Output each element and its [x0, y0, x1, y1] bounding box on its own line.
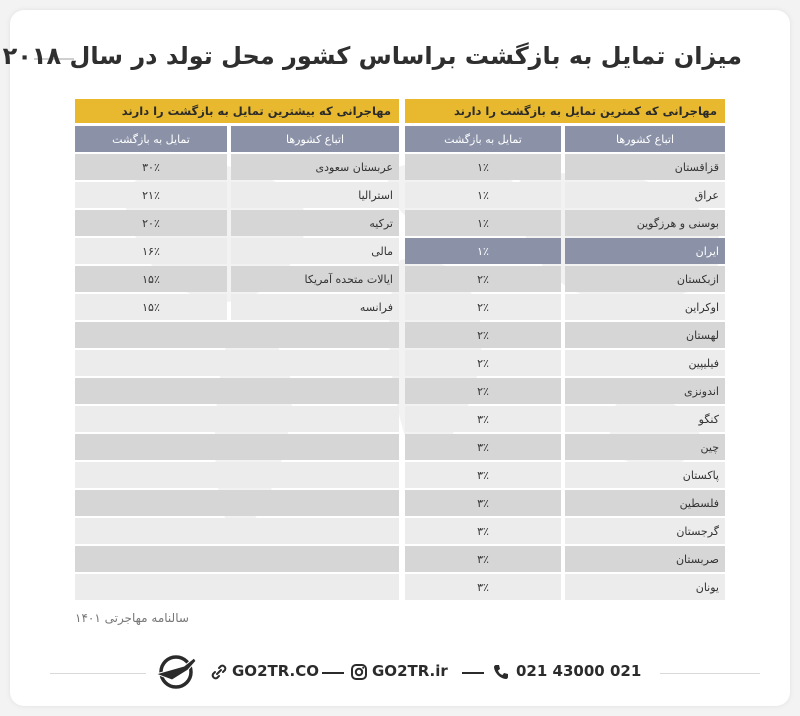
- column-header-country: اتباع کشورها: [231, 126, 399, 152]
- phone-icon: [492, 663, 510, 681]
- empty-row: [75, 350, 399, 378]
- table-row: [405, 154, 725, 182]
- value-cell: ۱۵٪: [75, 294, 227, 320]
- value-cell: ۱۶٪: [75, 238, 227, 264]
- empty-row: [75, 490, 399, 518]
- value-cell: ۳٪: [405, 462, 561, 488]
- source-note: سالنامه مهاجرتی ۱۴۰۱: [75, 611, 189, 625]
- country-cell: فرانسه: [231, 294, 399, 320]
- table-row: [75, 210, 399, 238]
- empty-row: [75, 574, 399, 602]
- value-cell: ۱٪: [405, 154, 561, 180]
- empty-row: [75, 546, 399, 574]
- table-row: [405, 350, 725, 378]
- least-willing-rows: [405, 154, 725, 602]
- value-cell: ۲۰٪: [75, 210, 227, 236]
- value-cell: ۳٪: [405, 546, 561, 572]
- empty-row: [75, 462, 399, 490]
- most-willing-heading: مهاجرانی که بیشترین تمایل به بازگشت را دارند: [75, 99, 399, 123]
- country-cell: ترکیه: [231, 210, 399, 236]
- table-row: [405, 238, 725, 266]
- empty-cell: [75, 490, 399, 516]
- country-cell: استرالیا: [231, 182, 399, 208]
- country-cell: پاکستان: [565, 462, 725, 488]
- empty-cell: [75, 462, 399, 488]
- value-cell: ۲٪: [405, 322, 561, 348]
- table-row: [405, 266, 725, 294]
- empty-row: [75, 518, 399, 546]
- empty-row: [75, 406, 399, 434]
- country-cell: فیلیپین: [565, 350, 725, 376]
- footer-divider-right: [660, 673, 760, 674]
- country-cell: فلسطین: [565, 490, 725, 516]
- table-row: [405, 406, 725, 434]
- empty-cell: [75, 406, 399, 432]
- country-cell: یونان: [565, 574, 725, 600]
- phone-number[interactable]: 021 43000 021: [516, 662, 642, 680]
- value-cell: ۲٪: [405, 378, 561, 404]
- country-cell: مالی: [231, 238, 399, 264]
- instagram-icon: [350, 663, 368, 681]
- empty-cell: [75, 546, 399, 572]
- table-row: [405, 434, 725, 462]
- least-willing-columns: [405, 126, 725, 152]
- footer-divider-left: [50, 673, 146, 674]
- value-cell: ۲۱٪: [75, 182, 227, 208]
- country-cell: بوسنی و هرزگوین: [565, 210, 725, 236]
- country-cell: ازبکستان: [565, 266, 725, 292]
- country-cell: اوکراین: [565, 294, 725, 320]
- country-cell: گرجستان: [565, 518, 725, 544]
- value-cell: ۳٪: [405, 406, 561, 432]
- value-cell: ۱۵٪: [75, 266, 227, 292]
- value-cell: ۱٪: [405, 238, 561, 264]
- instagram-handle[interactable]: GO2TR.ir: [372, 662, 448, 680]
- empty-row: [75, 378, 399, 406]
- table-row: [75, 154, 399, 182]
- value-cell: ۱٪: [405, 210, 561, 236]
- value-cell: ۳۰٪: [75, 154, 227, 180]
- least-willing-heading: مهاجرانی که کمترین تمایل به بازگشت را دارند: [405, 99, 725, 123]
- value-cell: ۳٪: [405, 434, 561, 460]
- country-cell: عربستان سعودی: [231, 154, 399, 180]
- brand-logo-icon: [154, 652, 198, 692]
- empty-row: [75, 322, 399, 350]
- table-row: [75, 266, 399, 294]
- most-willing-table: [75, 99, 399, 605]
- table-row: [405, 574, 725, 602]
- value-cell: ۲٪: [405, 294, 561, 320]
- table-row: [405, 462, 725, 490]
- table-row: [405, 322, 725, 350]
- country-cell: ایران: [565, 238, 725, 264]
- link-icon: [210, 663, 228, 681]
- value-cell: ۱٪: [405, 182, 561, 208]
- empty-cell: [75, 434, 399, 460]
- country-cell: عراق: [565, 182, 725, 208]
- table-row: [405, 210, 725, 238]
- empty-cell: [75, 322, 399, 348]
- table-row: [405, 294, 725, 322]
- footer: [10, 650, 790, 694]
- table-row: [405, 378, 725, 406]
- empty-row: [75, 434, 399, 462]
- empty-cell: [75, 574, 399, 600]
- table-row: [405, 518, 725, 546]
- table-row: [75, 294, 399, 322]
- column-header-country: اتباع کشورها: [565, 126, 725, 152]
- page-title: میزان تمایل به بازگشت براساس کشور محل تولد در سال ۲۰۱۸: [2, 42, 742, 70]
- column-header-value: تمایل به بازگشت: [75, 126, 227, 152]
- table-row: [75, 238, 399, 266]
- least-willing-table: [405, 99, 725, 605]
- table-row: [405, 182, 725, 210]
- empty-cell: [75, 350, 399, 376]
- value-cell: ۲٪: [405, 350, 561, 376]
- table-row: [405, 546, 725, 574]
- value-cell: ۳٪: [405, 518, 561, 544]
- table-row: [405, 490, 725, 518]
- value-cell: ۳٪: [405, 490, 561, 516]
- footer-dash: [322, 672, 344, 674]
- country-cell: اندونزی: [565, 378, 725, 404]
- most-willing-columns: [75, 126, 399, 152]
- country-cell: کنگو: [565, 406, 725, 432]
- country-cell: صربستان: [565, 546, 725, 572]
- country-cell: قزاقستان: [565, 154, 725, 180]
- country-cell: لهستان: [565, 322, 725, 348]
- empty-cell: [75, 518, 399, 544]
- value-cell: ۲٪: [405, 266, 561, 292]
- value-cell: ۳٪: [405, 574, 561, 600]
- title-row: [2, 38, 790, 78]
- country-cell: چین: [565, 434, 725, 460]
- most-willing-rows: [75, 154, 399, 602]
- website-link[interactable]: GO2TR.CO: [232, 662, 320, 680]
- empty-cell: [75, 378, 399, 404]
- footer-dash: [462, 672, 484, 674]
- table-row: [75, 182, 399, 210]
- column-header-value: تمایل به بازگشت: [405, 126, 561, 152]
- country-cell: ایالات متحده آمریکا: [231, 266, 399, 292]
